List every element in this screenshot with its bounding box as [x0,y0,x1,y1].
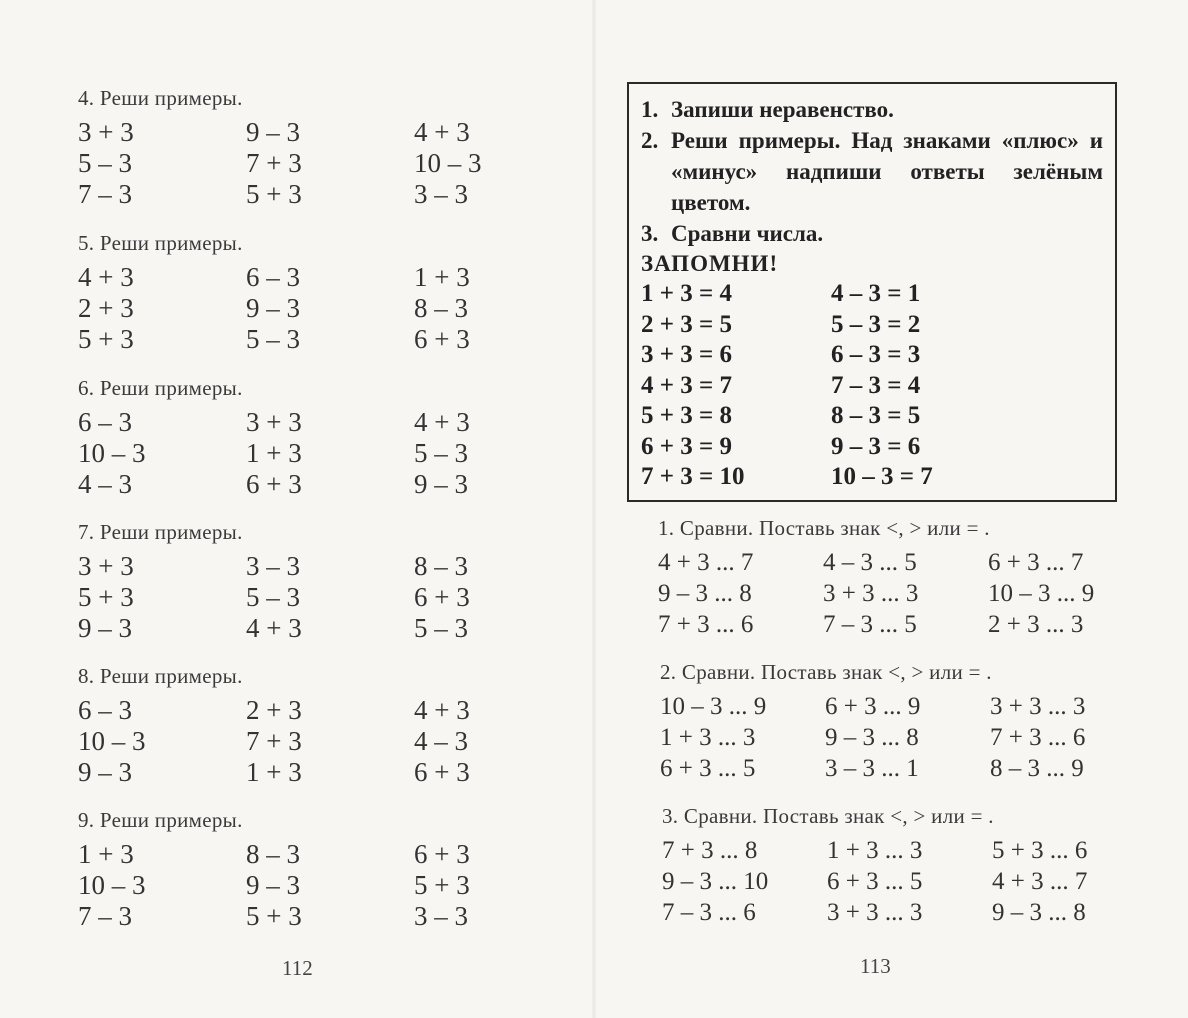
exercise-title: 8. Реши примеры. [78,664,243,688]
page-number: 112 [282,956,313,980]
page-number: 113 [860,954,891,978]
example: 4 – 3 [414,726,468,756]
example: 10 – 3 [414,148,482,178]
compare-grid [658,547,1158,640]
example: 5 – 3 [246,324,300,354]
comparison: 7 – 3 ... 5 [823,611,917,638]
example: 10 – 3 [78,438,146,468]
comparison: 4 – 3 ... 5 [823,549,917,576]
instruction-2 [641,125,1103,218]
example: 4 + 3 [78,262,134,292]
example: 4 + 3 [414,407,470,437]
exercise-title: 7. Реши примеры. [78,520,243,544]
fact: 4 + 3 = 7 [641,371,732,399]
exercise-title: 6. Реши примеры. [78,376,243,400]
example: 6 + 3 [414,324,470,354]
exercise-9 [78,808,582,932]
comparison: 7 + 3 ... 6 [658,611,754,638]
fact: 6 – 3 = 3 [831,341,921,368]
instruction-1 [641,94,1103,125]
example: 9 – 3 [414,469,468,499]
example: 5 + 3 [78,324,134,354]
example: 4 + 3 [414,695,470,725]
comparison: 6 + 3 ... 5 [660,755,756,782]
comparison: 9 – 3 ... 8 [992,899,1086,926]
comparison: 3 + 3 ... 3 [990,693,1086,720]
example: 7 – 3 [78,901,132,931]
example: 2 + 3 [246,695,302,725]
comparison: 8 – 3 ... 9 [990,755,1084,782]
example: 5 + 3 [246,179,302,209]
exercise-grid [78,262,582,355]
fact: 7 + 3 = 10 [641,463,745,490]
example: 4 + 3 [414,117,470,147]
exercise-grid [78,695,582,788]
exercise-grid [78,839,582,932]
fact: 8 – 3 = 5 [831,402,921,429]
example: 9 – 3 [246,870,300,900]
example: 5 – 3 [246,582,300,612]
remember-heading: ЗАПОМНИ! [641,251,779,276]
example: 5 – 3 [414,613,468,643]
fact: 5 + 3 = 8 [641,402,732,429]
example: 7 – 3 [78,179,132,209]
compare-grid [662,835,1162,928]
example: 6 + 3 [414,582,470,612]
fact: 6 + 3 = 9 [641,432,732,460]
instruction-number: 2. [641,128,659,153]
example: 8 – 3 [414,293,468,323]
fact: 9 – 3 = 6 [831,432,921,460]
fact: 4 – 3 = 1 [831,280,921,307]
instruction-text: Реши примеры. Над знаками «плюс» и «минус» надпиши ответы зелёным цветом. [671,128,1103,215]
exercise-title: 9. Реши примеры. [78,808,243,832]
example: 1 + 3 [78,839,134,869]
example: 4 + 3 [246,613,302,643]
compare-exercise-3 [662,804,1162,928]
comparison: 2 + 3 ... 3 [988,611,1084,638]
comparison: 9 – 3 ... 10 [662,868,769,895]
fact: 10 – 3 = 7 [831,463,933,490]
fact: 1 + 3 = 4 [641,280,732,307]
comparison: 10 – 3 ... 9 [988,580,1095,607]
example: 3 – 3 [414,179,468,209]
example: 9 – 3 [246,117,300,147]
example: 9 – 3 [246,293,300,323]
example: 3 – 3 [414,901,468,931]
comparison: 9 – 3 ... 8 [825,724,919,751]
right-page [594,0,1188,1018]
rules-box [627,82,1117,502]
example: 1 + 3 [414,262,470,292]
example: 6 + 3 [246,469,302,499]
comparison: 9 – 3 ... 8 [658,580,752,607]
example: 6 – 3 [78,407,132,437]
exercise-4 [78,86,582,210]
example: 6 + 3 [414,757,470,787]
instruction-text: Запиши неравенство. [671,97,894,122]
comparison: 6 + 3 ... 5 [827,868,923,895]
comparison: 1 + 3 ... 3 [660,724,756,751]
example: 3 + 3 [246,407,302,437]
compare-exercise-2 [660,660,1160,784]
exercise-title: 2. Сравни. Поставь знак <, > или = . [660,660,992,684]
comparison: 3 + 3 ... 3 [827,899,923,926]
exercise-title: 4. Реши примеры. [78,86,243,110]
exercise-7 [78,520,582,644]
comparison: 10 – 3 ... 9 [660,693,767,720]
example: 10 – 3 [78,870,146,900]
example: 1 + 3 [246,757,302,787]
example: 9 – 3 [78,613,132,643]
instruction-3 [641,218,1103,249]
compare-grid [660,691,1160,784]
example: 3 – 3 [246,551,300,581]
example: 8 – 3 [414,551,468,581]
exercise-6 [78,376,582,500]
exercise-title: 5. Реши примеры. [78,231,243,255]
fact: 7 – 3 = 4 [831,371,921,399]
exercise-8 [78,664,582,788]
exercise-5 [78,231,582,355]
comparison: 3 – 3 ... 1 [825,755,919,782]
comparison: 7 + 3 ... 8 [662,837,758,864]
instruction-number: 3. [641,221,659,246]
example: 8 – 3 [246,839,300,869]
exercise-title: 1. Сравни. Поставь знак <, > или = . [658,516,990,540]
comparison: 6 + 3 ... 9 [825,693,921,720]
comparison: 6 + 3 ... 7 [988,549,1084,576]
example: 3 + 3 [78,551,134,581]
exercise-grid [78,117,582,210]
exercise-title: 3. Сравни. Поставь знак <, > или = . [662,804,994,828]
example: 5 – 3 [78,148,132,178]
instruction-text: Сравни числа. [671,221,824,246]
example: 5 – 3 [414,438,468,468]
example: 5 + 3 [414,870,470,900]
example: 10 – 3 [78,726,146,756]
exercise-grid [78,407,582,500]
comparison: 5 + 3 ... 6 [992,837,1088,864]
example: 5 + 3 [78,582,134,612]
example: 6 – 3 [78,695,132,725]
comparison: 3 + 3 ... 3 [823,580,919,607]
facts-grid [641,279,1103,493]
example: 9 – 3 [78,757,132,787]
comparison: 7 – 3 ... 6 [662,899,756,926]
example: 3 + 3 [78,117,134,147]
example: 7 + 3 [246,148,302,178]
example: 7 + 3 [246,726,302,756]
comparison: 4 + 3 ... 7 [992,868,1088,895]
instruction-number: 1. [641,97,659,122]
compare-exercise-1 [658,516,1158,640]
example: 6 – 3 [246,262,300,292]
example: 6 + 3 [414,839,470,869]
exercise-grid [78,551,582,644]
example: 1 + 3 [246,438,302,468]
comparison: 1 + 3 ... 3 [827,837,923,864]
example: 4 – 3 [78,469,132,499]
comparison: 4 + 3 ... 7 [658,549,754,576]
example: 2 + 3 [78,293,134,323]
fact: 5 – 3 = 2 [831,310,921,338]
example: 5 + 3 [246,901,302,931]
fact: 2 + 3 = 5 [641,310,732,338]
comparison: 7 + 3 ... 6 [990,724,1086,751]
fact: 3 + 3 = 6 [641,341,732,368]
